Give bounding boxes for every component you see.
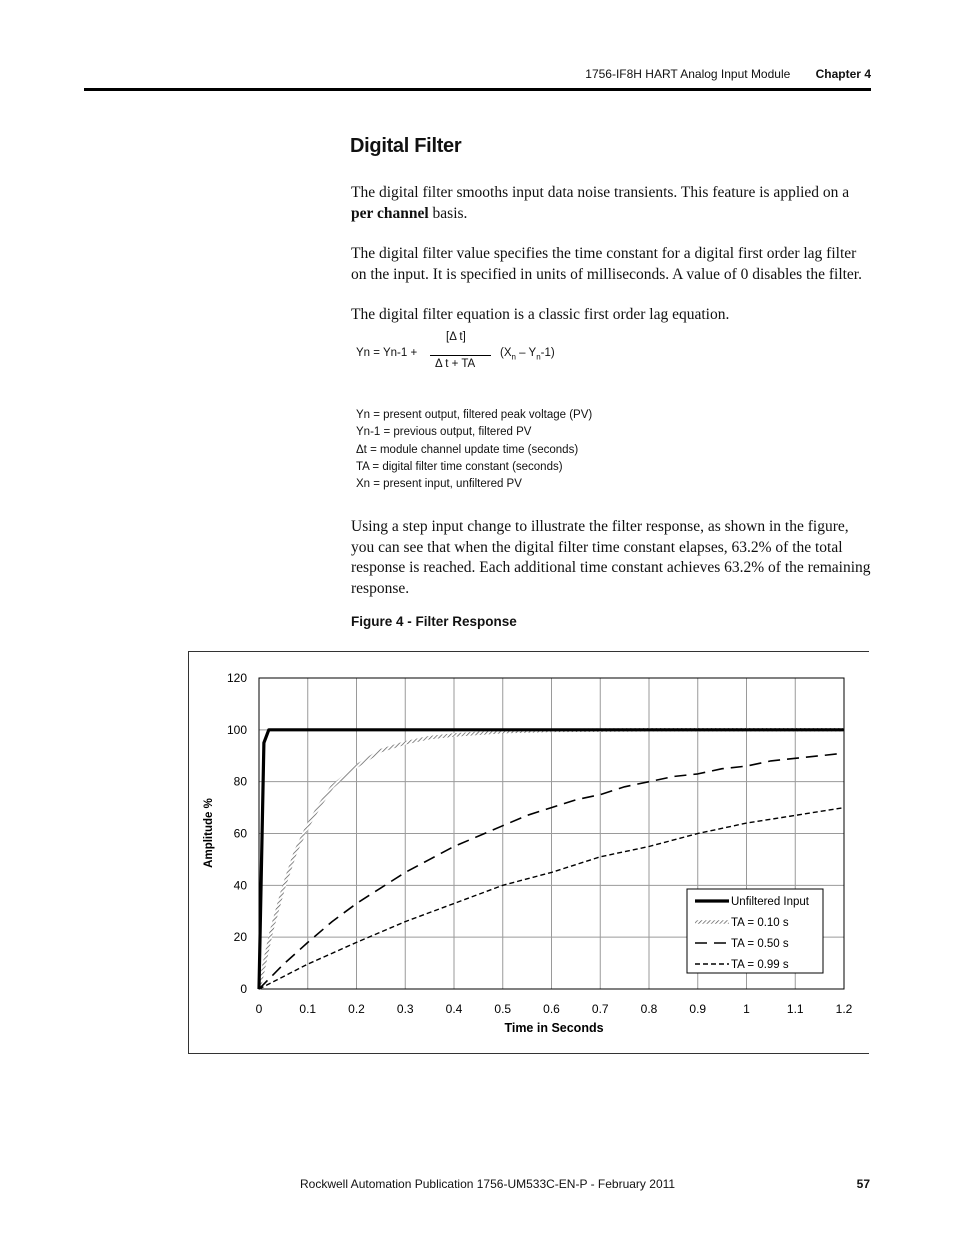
legend-label: Unfiltered Input bbox=[731, 896, 809, 908]
definition-line: Yn-1 = previous output, filtered PV bbox=[356, 426, 532, 439]
y-tick-label: 100 bbox=[226, 722, 247, 737]
equation-denominator: Δ t + TA bbox=[435, 358, 476, 370]
x-tick-label: 1.2 bbox=[835, 1002, 853, 1016]
chart-legend bbox=[687, 889, 823, 973]
x-tick-label: 0.1 bbox=[299, 1002, 317, 1016]
y-tick-label: 80 bbox=[233, 774, 247, 789]
paragraph-intro-end: basis. bbox=[428, 204, 468, 222]
definition-line: TA = digital filter time constant (seconds) bbox=[356, 460, 563, 473]
header-chapter: Chapter 4 bbox=[815, 67, 871, 81]
x-tick-label: 0.3 bbox=[396, 1002, 414, 1016]
x-tick-label: 0.6 bbox=[543, 1002, 560, 1016]
paragraph-filter-value: The digital filter value specifies the time constant for a digital first order lag filter on the input. It is specified in units of milliseconds. A value of 0 disables the filter. bbox=[351, 245, 862, 283]
legend-label: TA = 0.10 s bbox=[731, 917, 789, 929]
x-tick-label: 0.9 bbox=[689, 1002, 707, 1016]
section-title: Digital Filter bbox=[350, 135, 462, 157]
equation-term-sub-2: n bbox=[536, 352, 541, 362]
page-number: 57 bbox=[856, 1177, 870, 1191]
equation-term bbox=[500, 347, 555, 361]
paragraph-intro-text: The digital filter smooths input data noise transients. This feature is applied on a bbox=[351, 184, 850, 201]
equation-term-close: -1) bbox=[540, 347, 555, 359]
y-tick-label: 40 bbox=[233, 878, 247, 893]
paragraph-intro bbox=[351, 183, 875, 224]
x-tick-label: 0.8 bbox=[640, 1002, 658, 1016]
y-tick-label: 0 bbox=[240, 982, 247, 996]
equation-numerator: [Δ t] bbox=[446, 331, 466, 343]
paragraph-step-response: Using a step input change to illustrate the filter response, as shown in the figure, you can see that when the digital filter time constant elapses, 63.2% of the total response is reached. Each additional time constant achieves 63.2% of the remaining response. bbox=[351, 518, 871, 597]
x-tick-label: 0.7 bbox=[591, 1002, 609, 1016]
equation-term-mid: – Y bbox=[515, 347, 537, 359]
equation-fraction-bar bbox=[430, 355, 491, 356]
x-axis-label: Time in Seconds bbox=[504, 1021, 604, 1035]
x-tick-label: 0.2 bbox=[348, 1002, 365, 1016]
legend-label: TA = 0.50 s bbox=[731, 938, 789, 950]
paragraph-intro-bold: per channel bbox=[351, 204, 429, 222]
y-tick-label: 60 bbox=[233, 826, 247, 841]
equation-lhs: Yn = Yn-1 + bbox=[356, 347, 418, 359]
x-tick-label: 1 bbox=[743, 1002, 750, 1016]
equation-term-open: (X bbox=[500, 347, 512, 359]
filter-response-figure bbox=[188, 651, 869, 1054]
equation-term-sub-1: n bbox=[511, 352, 516, 362]
equation-definitions bbox=[356, 407, 592, 493]
paragraph-equation-intro: The digital filter equation is a classic first order lag equation. bbox=[351, 306, 730, 323]
x-tick-label: 1.1 bbox=[786, 1002, 804, 1016]
header-module-title: 1756-IF8H HART Analog Input Module bbox=[585, 67, 791, 81]
x-tick-label: 0 bbox=[255, 1002, 263, 1016]
running-header bbox=[585, 67, 871, 81]
y-axis-label: Amplitude % bbox=[203, 798, 215, 868]
x-tick-label: 0.4 bbox=[445, 1002, 463, 1016]
header-rule bbox=[84, 88, 871, 91]
definition-line: Δt = module channel update time (seconds) bbox=[356, 443, 579, 456]
definition-line: Xn = present input, unfiltered PV bbox=[356, 478, 522, 491]
filter-response-chart bbox=[189, 652, 870, 1055]
y-tick-label: 120 bbox=[226, 671, 247, 685]
y-tick-label: 20 bbox=[233, 930, 247, 945]
x-tick-label: 0.5 bbox=[494, 1002, 512, 1016]
figure-caption: Figure 4 - Filter Response bbox=[351, 614, 517, 629]
legend-label: TA = 0.99 s bbox=[731, 959, 789, 971]
definition-line: Yn = present output, filtered peak voltage (PV) bbox=[356, 409, 593, 421]
footer-publication: Rockwell Automation Publication 1756-UM533C-EN-P - February 2011 bbox=[300, 1177, 676, 1191]
